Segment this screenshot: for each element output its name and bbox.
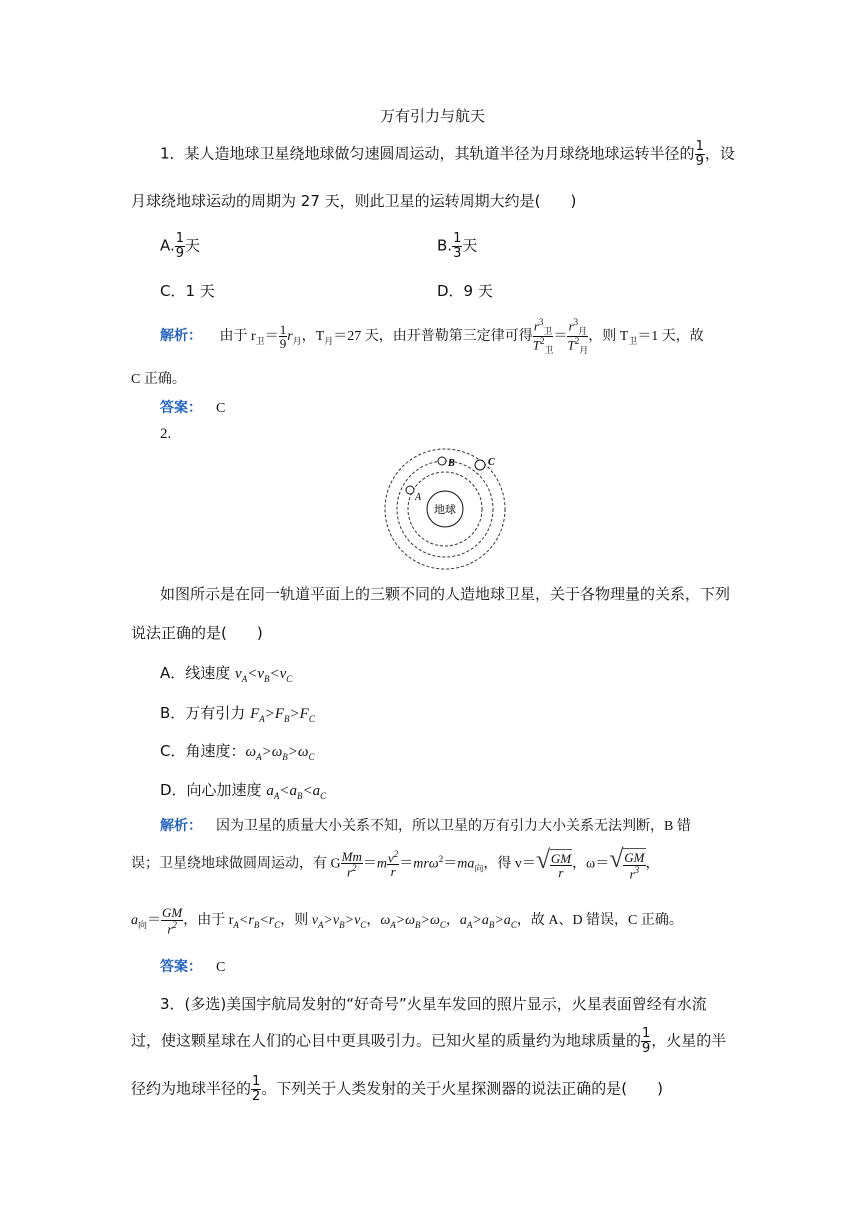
satellite-b [438, 457, 446, 465]
q2-option-c: C．角速度：$\omega_A>\omega_B>\omega_C$ [160, 742, 315, 762]
analysis-label: 解析： [160, 329, 202, 345]
q2-option-d: D．向心加速度 $a_A<a_B<a_C$ [160, 781, 327, 801]
q2-analysis-line1: 解析： 因为卫星的质量大小关系不知，所以卫星的万有引力大小关系无法判断，B 错 [160, 819, 691, 834]
q1-line2: 月球绕地球运动的周期为 27 天，则此卫星的运转周期大约是( ) [131, 192, 577, 210]
q1-analysis: 解析： 由于 $r_卫=$ $\frac{1}{9}$ $r_月$，$T_月=27$ 天，由开普勒第三定律可得 $\frac{r^3_卫}{T^2_卫}$ ＝ $\frac{r^3_月}{T^2_月}$ ，则 $T_卫=1$ 天，故 [160, 317, 704, 356]
answer-label: 答案： [160, 401, 202, 416]
q2-option-b: B．万有引力 $F_A>F_B>F_C$ [160, 704, 315, 724]
q2-number: 2. [160, 426, 172, 442]
orbit-diagram [380, 444, 510, 574]
satellite-a [406, 486, 414, 494]
q2-option-a: A．线速度 $v_A<v_B<v_C$ [160, 664, 293, 684]
q2-analysis-line2: 误；卫星绕地球做圆周运动，有 G $\frac{Mm}{r^2}$ ＝m $\frac{v^2}{r}$ $=mr\omega^2=ma_向$，得 v＝ √ $\frac{GM}{r}$ ，ω＝ √ $\frac{GM}{r^3}$ ， [131, 844, 660, 881]
q2-answer: 答案： C [160, 960, 226, 975]
q1-option-c: C．1 天 [160, 282, 215, 300]
q1-line1: 1．某人造地球卫星绕地球做匀速圆周运动，其轨道半径为月球绕地球运转半径的 $\frac{1}{9}$ ，设 [160, 139, 735, 169]
q3-line2: 过，使这颗星球在人们的心目中更具吸引力。已知火星的质量约为地球质量的 $\frac{1}{9}$ ，火星的半 [131, 1026, 727, 1056]
q1-answer: 答案： C [160, 401, 226, 416]
answer-label: 答案： [160, 960, 202, 975]
satellite-c-label: C [488, 457, 495, 468]
analysis-label: 解析： [160, 819, 202, 834]
satellite-c [475, 460, 485, 470]
earth-label: 地球 [434, 503, 456, 516]
q3-line1: 3．(多选)美国宇航局发射的“好奇号”火星车发回的照片显示，火星表面曾经有水流 [160, 995, 707, 1013]
satellite-a-label: A [415, 492, 422, 503]
q3-line3: 径约为地球半径的 $\frac{1}{2}$ 。下列关于人类发射的关于火星探测器的说法正确的是( ) [131, 1074, 664, 1104]
q1-option-b: B. $\frac{1}{3}$ 天 [437, 231, 478, 261]
q1-option-a: A. $\frac{1}{9}$ 天 [160, 231, 201, 261]
q2-text-line2: 说法正确的是( ) [131, 624, 263, 642]
kepler-rhs: $\frac{r^3_月}{T^2_月}$ [567, 317, 589, 356]
page-title: 万有引力与航天 [380, 107, 486, 125]
q2-text-line1: 如图所示是在同一轨道平面上的三颗不同的人造地球卫星，关于各物理量的关系，下列 [160, 585, 731, 603]
q1-option-d: D．9 天 [437, 282, 493, 300]
q1-analysis-line2: C 正确。 [131, 372, 186, 387]
q2-analysis-line3: $a_向=$ $\frac{GM}{r^2}$ ，由于 $r_A<r_B<r_C$，则 $v_A>v_B>v_C$，$\omega_A>\omega_B>\omega_C$，$a_A>a_B>a_C$，故 A、D 错误，C 正确。 [131, 905, 683, 936]
kepler-lhs: $\frac{r^3_卫}{T^2_卫}$ [532, 317, 554, 356]
satellite-b-label: B [448, 458, 455, 469]
